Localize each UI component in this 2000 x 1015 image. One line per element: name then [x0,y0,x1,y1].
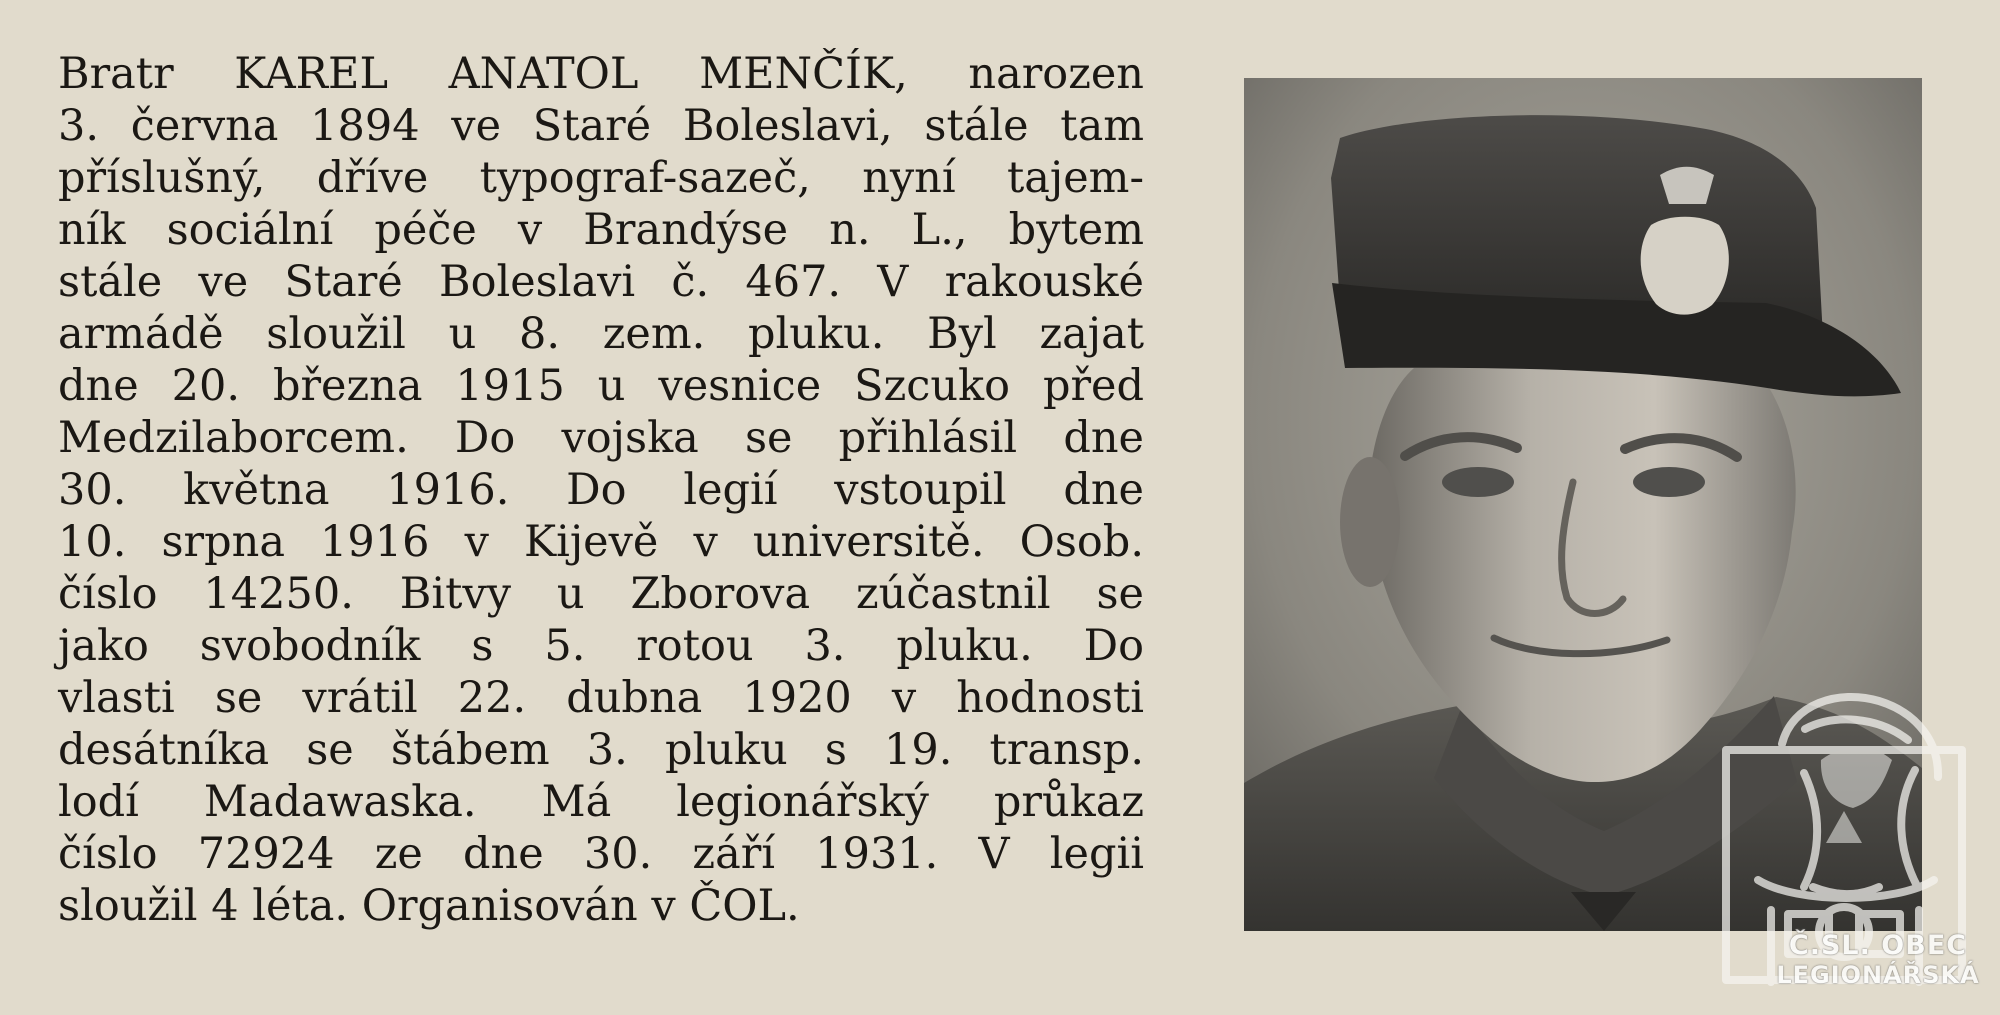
biography-line-8: Medzilaborcem. Do vojska se přihlásil dne [58,413,1144,463]
cap-badge [1641,217,1729,315]
biography-line-7: dne 20. března 1915 u vesnice Szcuko před [58,361,1144,411]
biography-line-1: Bratr KAREL ANATOL MENČÍK, narozen [58,49,1144,99]
biography-line-9: 30. května 1916. Do legií vstoupil dne [58,465,1144,515]
biography-line-13: vlasti se vrátil 22. dubna 1920 v hodnosti [58,673,1144,723]
watermark-caption-line-2: LEGIONÁŘSKÁ [1776,961,1980,989]
biography-text [58,48,1144,932]
watermark-caption-line-1: Č.SL. OBEC [1788,930,1968,961]
left-ear [1340,457,1400,587]
legionary-watermark [1710,682,1980,1004]
left-eye [1442,467,1514,497]
biography-line-14: desátníka se štábem 3. pluku s 19. transp. [58,725,1144,775]
biography-line-6: armádě sloužil u 8. zem. pluku. Byl zajat [58,309,1144,359]
legionary-soldier-watermark-icon [1710,682,1980,1004]
biography-line-4: ník sociální péče v Brandýse n. L., bytem [58,205,1144,255]
right-eye [1633,467,1705,497]
biography-line-15: lodí Madawaska. Má legionářský průkaz [58,777,1144,827]
biography-line-2: 3. června 1894 ve Staré Boleslavi, stále tam [58,101,1144,151]
biography-line-5: stále ve Staré Boleslavi č. 467. V rakouské [58,257,1144,307]
biography-line-11: číslo 14250. Bitvy u Zborova zúčastnil se [58,569,1144,619]
cap-badge-upper [1660,167,1714,204]
biography-line-12: jako svobodník s 5. rotou 3. pluku. Do [58,621,1144,671]
biography-line-10: 10. srpna 1916 v Kijevě v universitě. Osob. [58,517,1144,567]
biography-line-17: sloužil 4 léta. Organisován v ČOL. [58,881,800,931]
biography-line-16: číslo 72924 ze dne 30. září 1931. V legii [58,829,1144,879]
biography-line-3: příslušný, dříve typograf-sazeč, nyní tajem- [58,153,1144,203]
